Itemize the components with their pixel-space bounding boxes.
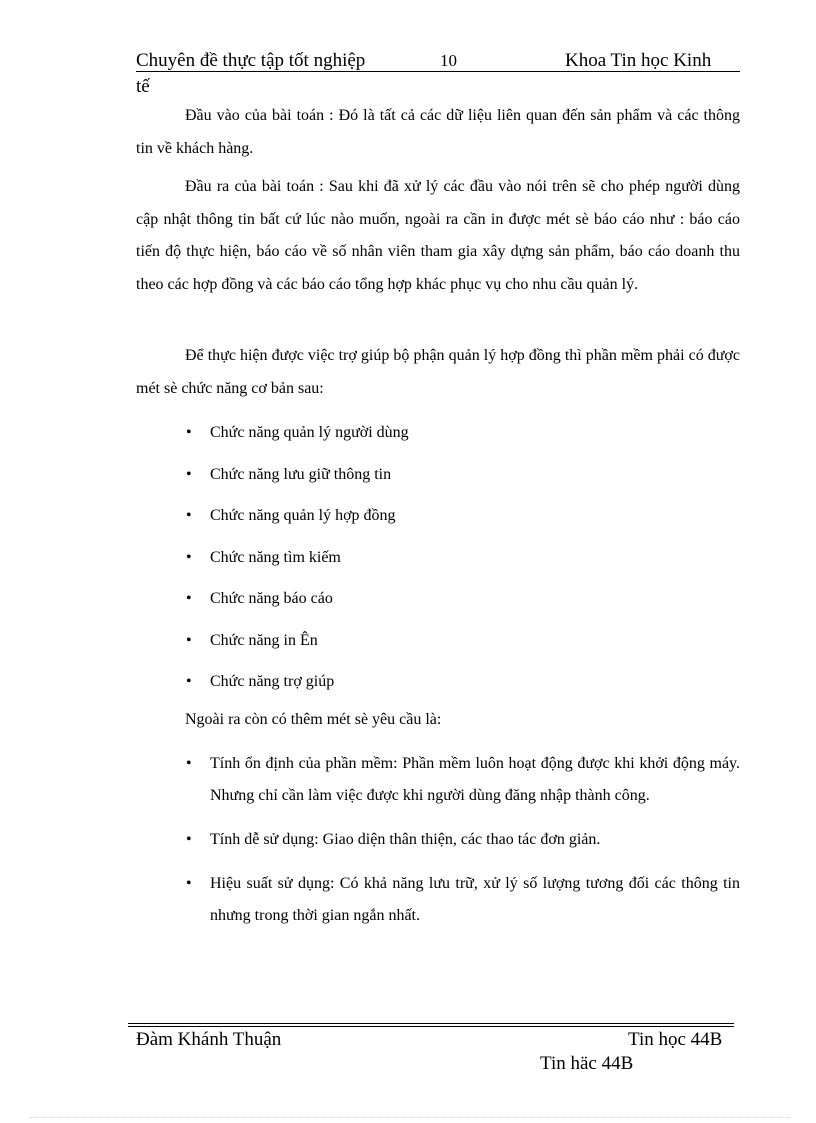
paragraph-functions-intro (136, 340, 740, 405)
list-item (186, 824, 740, 856)
list-item-text: Chức năng in Ên (210, 631, 318, 649)
bullet-icon: • (186, 507, 192, 524)
list-item-text: Chức năng quản lý hợp đồng (210, 507, 396, 524)
list-item (186, 748, 740, 812)
page-bottom-dotted-line (30, 1117, 790, 1118)
list-item (186, 629, 740, 671)
list-item-text: Chức năng lưu giữ thông tin (210, 465, 392, 483)
header-title: Chuyên đề thực tập tốt nghiệp (136, 50, 366, 71)
list-item (186, 587, 740, 629)
list-item (186, 868, 740, 932)
bullet-icon: • (186, 465, 192, 483)
bullet-icon: • (186, 755, 192, 772)
functions-list (186, 421, 740, 712)
paragraph-requirements-intro: Ngoài ra còn có thêm mét sè yêu cầu là: (185, 711, 442, 728)
bullet-icon: • (186, 424, 192, 441)
list-item (186, 546, 740, 588)
footer-class-second: Tin häc 44B (540, 1053, 634, 1074)
list-item-text: Tính ổn định của phần mềm: Phần mềm luôn hoạt động được khi khởi động máy. Nhưng chỉ cần làm việc được khi người dùng đăng nhập thành công. (210, 755, 740, 804)
bullet-icon: • (186, 548, 192, 566)
list-item-text: Chức năng quản lý người dùng (210, 424, 409, 441)
footer-rule-top (128, 1023, 734, 1024)
paragraph-output-text: Đầu ra của bài toán : Sau khi đã xử lý các đầu vào nói trên sẽ cho phép người dùng cập nhật thông tin bất cứ lúc nào muốn, ngoài ra cần in được mét sè báo cáo như : báo cáo tiến độ thực hiện, báo cáo về số nhân viên tham gia xây dựng sản phẩm, báo cáo doanh thu theo các hợp đồng và các báo cáo tổng hợp khác phục vụ cho nhu cầu quản lý. (136, 178, 740, 293)
footer-class: Tin học 44B (628, 1029, 723, 1050)
list-item-text: Hiệu suất sử dụng: Có khả năng lưu trữ, xử lý số lượng tương đối các thông tin nhưng trong thời gian ngắn nhất. (210, 875, 740, 924)
bullet-icon: • (186, 631, 192, 649)
bullet-icon: • (186, 673, 192, 690)
list-item-text: Chức năng báo cáo (210, 590, 333, 607)
list-item-text: Tính dễ sử dụng: Giao diện thân thiện, các thao tác đơn giản. (210, 831, 601, 848)
footer-author: Đàm Khánh Thuận (136, 1029, 282, 1050)
header-department: Khoa Tin học Kinh (565, 50, 712, 71)
page-number: 10 (440, 51, 457, 70)
bullet-icon: • (186, 875, 192, 892)
paragraph-functions-intro-text: Để thực hiện được việc trợ giúp bộ phận quản lý hợp đồng thì phần mềm phải có được mét sè chức năng cơ bản sau: (136, 347, 740, 397)
list-item (186, 463, 740, 505)
list-item-text: Chức năng tìm kiếm (210, 548, 341, 566)
paragraph-input-text: Đầu vào của bài toán : Đó là tất cả các dữ liệu liên quan đến sản phẩm và các thông tin về khách hàng. (136, 107, 740, 157)
header-rule (136, 71, 740, 72)
list-item (186, 421, 740, 463)
footer-rule-bottom (128, 1026, 734, 1027)
bullet-icon: • (186, 831, 192, 848)
bullet-icon: • (186, 590, 192, 607)
paragraph-output (136, 171, 740, 301)
list-item (186, 504, 740, 546)
list-item-text: Chức năng trợ giúp (210, 673, 335, 690)
requirements-list (186, 748, 740, 944)
header-title-wrap: tế (136, 76, 150, 97)
paragraph-input (136, 100, 740, 165)
list-item (186, 670, 740, 712)
